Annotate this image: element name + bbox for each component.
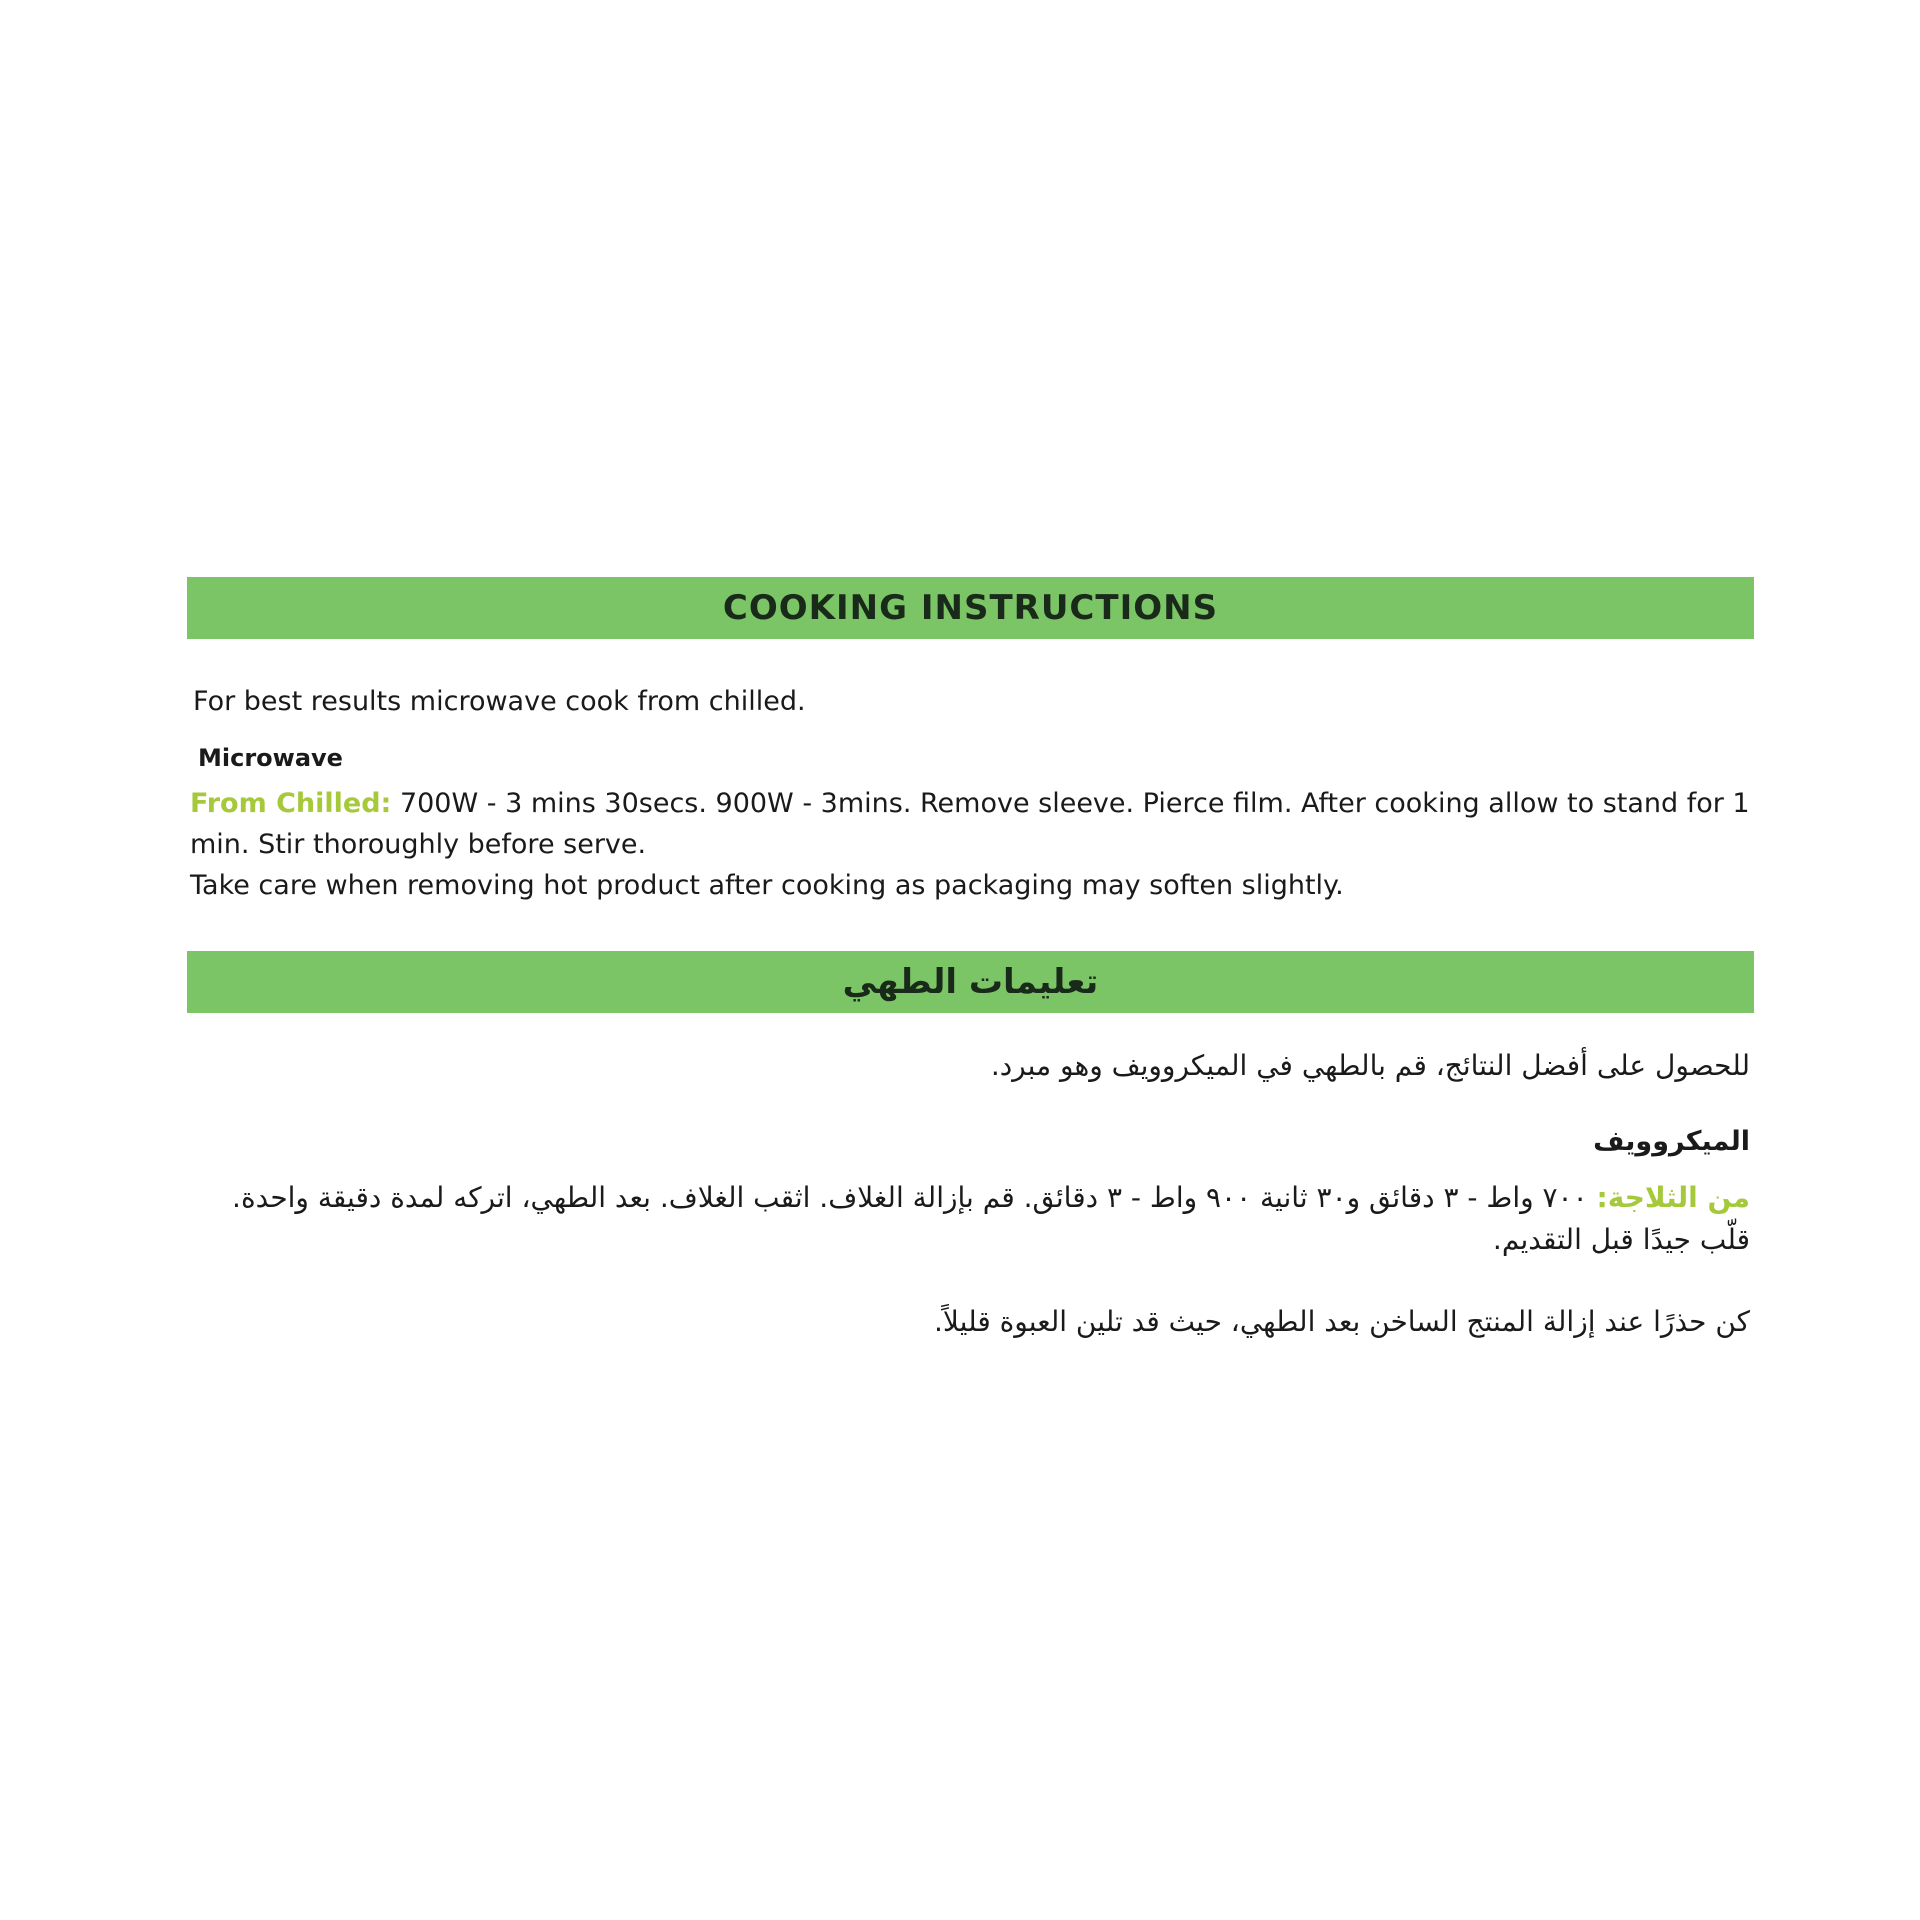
english-subheading: Microwave <box>198 744 343 772</box>
arabic-from-chilled-label: من الثلاجة: <box>1596 1181 1750 1214</box>
arabic-from-chilled-paragraph <box>190 1177 1750 1261</box>
arabic-intro: للحصول على أفضل النتائج، قم بالطهي في الميكروويف وهو مبرد. <box>990 1049 1750 1082</box>
english-caution: Take care when removing hot product after cooking as packaging may soften slightly. <box>190 870 1344 901</box>
arabic-heading: تعليمات الطهي <box>842 962 1099 1002</box>
english-intro: For best results microwave cook from chilled. <box>193 686 806 717</box>
english-from-chilled-paragraph <box>190 783 1750 865</box>
english-from-chilled-label: From Chilled: <box>190 788 392 819</box>
english-heading: COOKING INSTRUCTIONS <box>722 588 1219 628</box>
arabic-subheading: الميكروويف <box>1593 1126 1750 1157</box>
english-from-chilled-text: 700W - 3 mins 30secs. 900W - 3mins. Remove sleeve. Pierce film. After cooking allow to stand for 1 min. Stir thoroughly before serve. <box>190 788 1750 860</box>
english-heading-band <box>187 577 1754 639</box>
arabic-from-chilled-text: ٧٠٠ واط - ٣ دقائق و٣٠ ثانية ٩٠٠ واط - ٣ دقائق. قم بإزالة الغلاف. اثقب الغلاف. بعد الطهي، اتركه لمدة دقيقة واحدة. قلّب جيدًا قبل التقديم. <box>232 1181 1750 1256</box>
arabic-caution: كن حذرًا عند إزالة المنتج الساخن بعد الطهي، حيث قد تلين العبوة قليلاً. <box>934 1305 1750 1338</box>
arabic-heading-band <box>187 951 1754 1013</box>
english-instructions <box>190 783 1750 906</box>
